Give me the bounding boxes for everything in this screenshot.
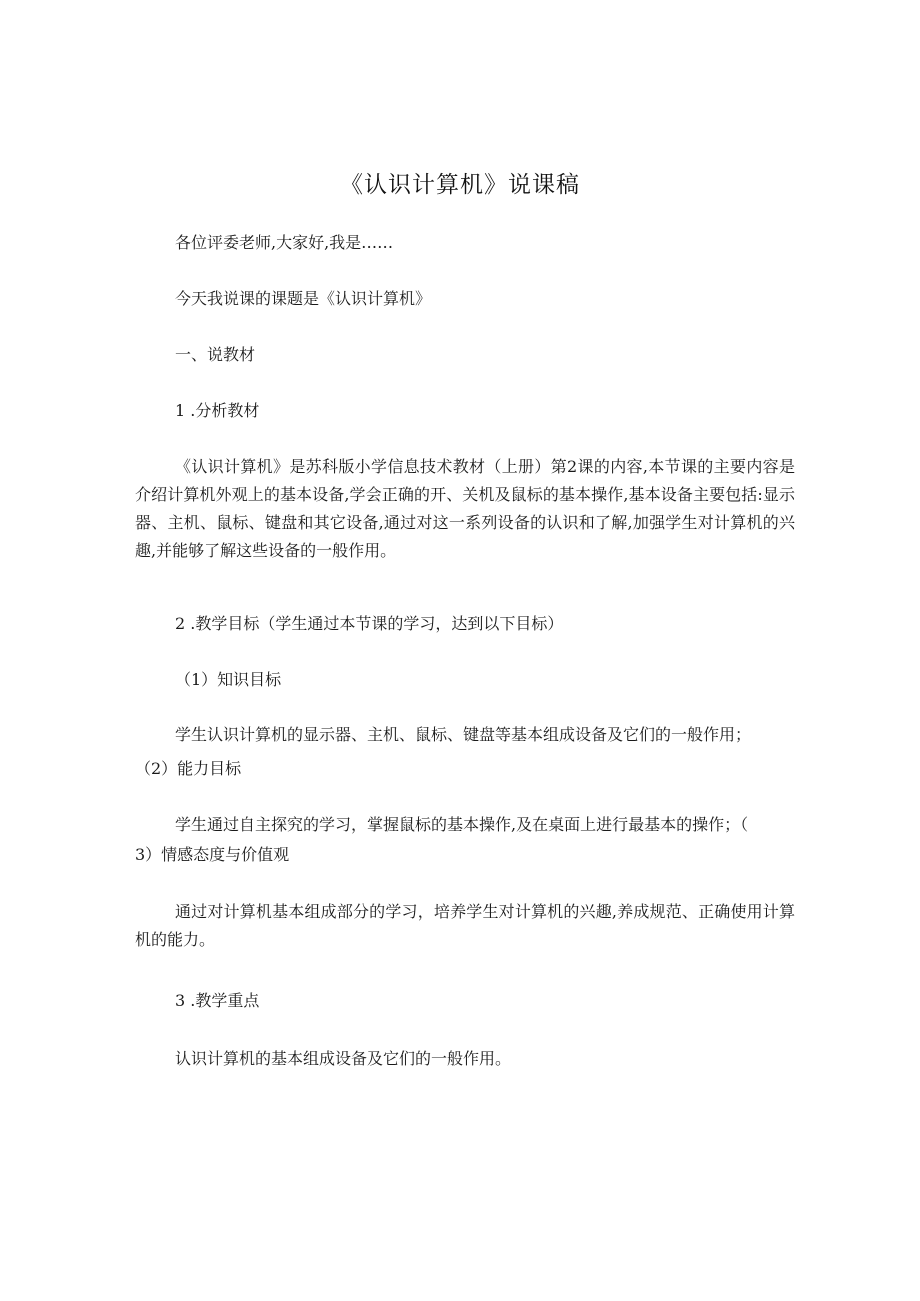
paragraph-knowledge-goal: 学生认识计算机的显示器、主机、鼠标、键盘等基本组成设备及它们的一般作用； bbox=[175, 725, 752, 744]
paragraph-analyze-textbook: 《认识计算机》是苏科版小学信息技术教材（上册）第2课的内容,本节课的主要内容是介绍计算机外观上的基本设备,学会正确的开、关机及鼠标的基本操作,基本设备主要包括:显示器、主机、鼠标、键盘和其它设备,通过对这一系列设备的认识和了解,加强学生对计算机的兴趣,并能够了解这些设备的一般作用。 bbox=[135, 457, 795, 560]
paragraph-attitude-goal: 通过对计算机基本组成部分的学习，培养学生对计算机的兴趣,养成规范、正确使用计算机的能力。 bbox=[135, 902, 795, 949]
heading-knowledge-goal: （1）知识目标 bbox=[175, 670, 282, 689]
paragraph-ability-goal: 学生通过自主探究的学习，掌握鼠标的基本操作,及在桌面上进行最基本的操作；（ bbox=[175, 815, 749, 834]
section-heading-textbook: 一、说教材 bbox=[175, 345, 256, 364]
greeting-text: 各位评委老师,大家好,我是…… bbox=[175, 233, 394, 252]
topic-text: 今天我说课的课题是《认识计算机》 bbox=[175, 289, 432, 308]
heading-analyze-textbook: 1 .分析教材 bbox=[175, 401, 260, 420]
paragraph-teaching-focus: 认识计算机的基本组成设备及它们的一般作用。 bbox=[175, 1049, 512, 1068]
heading-teaching-goals: 2 .教学目标（学生通过本节课的学习，达到以下目标） bbox=[175, 614, 564, 633]
heading-attitude-goal: 3）情感态度与价值观 bbox=[135, 845, 290, 864]
heading-teaching-focus: 3 .教学重点 bbox=[175, 991, 260, 1010]
heading-ability-goal: （2）能力目标 bbox=[135, 759, 242, 778]
document-title: 《认识计算机》说课稿 bbox=[340, 172, 580, 198]
